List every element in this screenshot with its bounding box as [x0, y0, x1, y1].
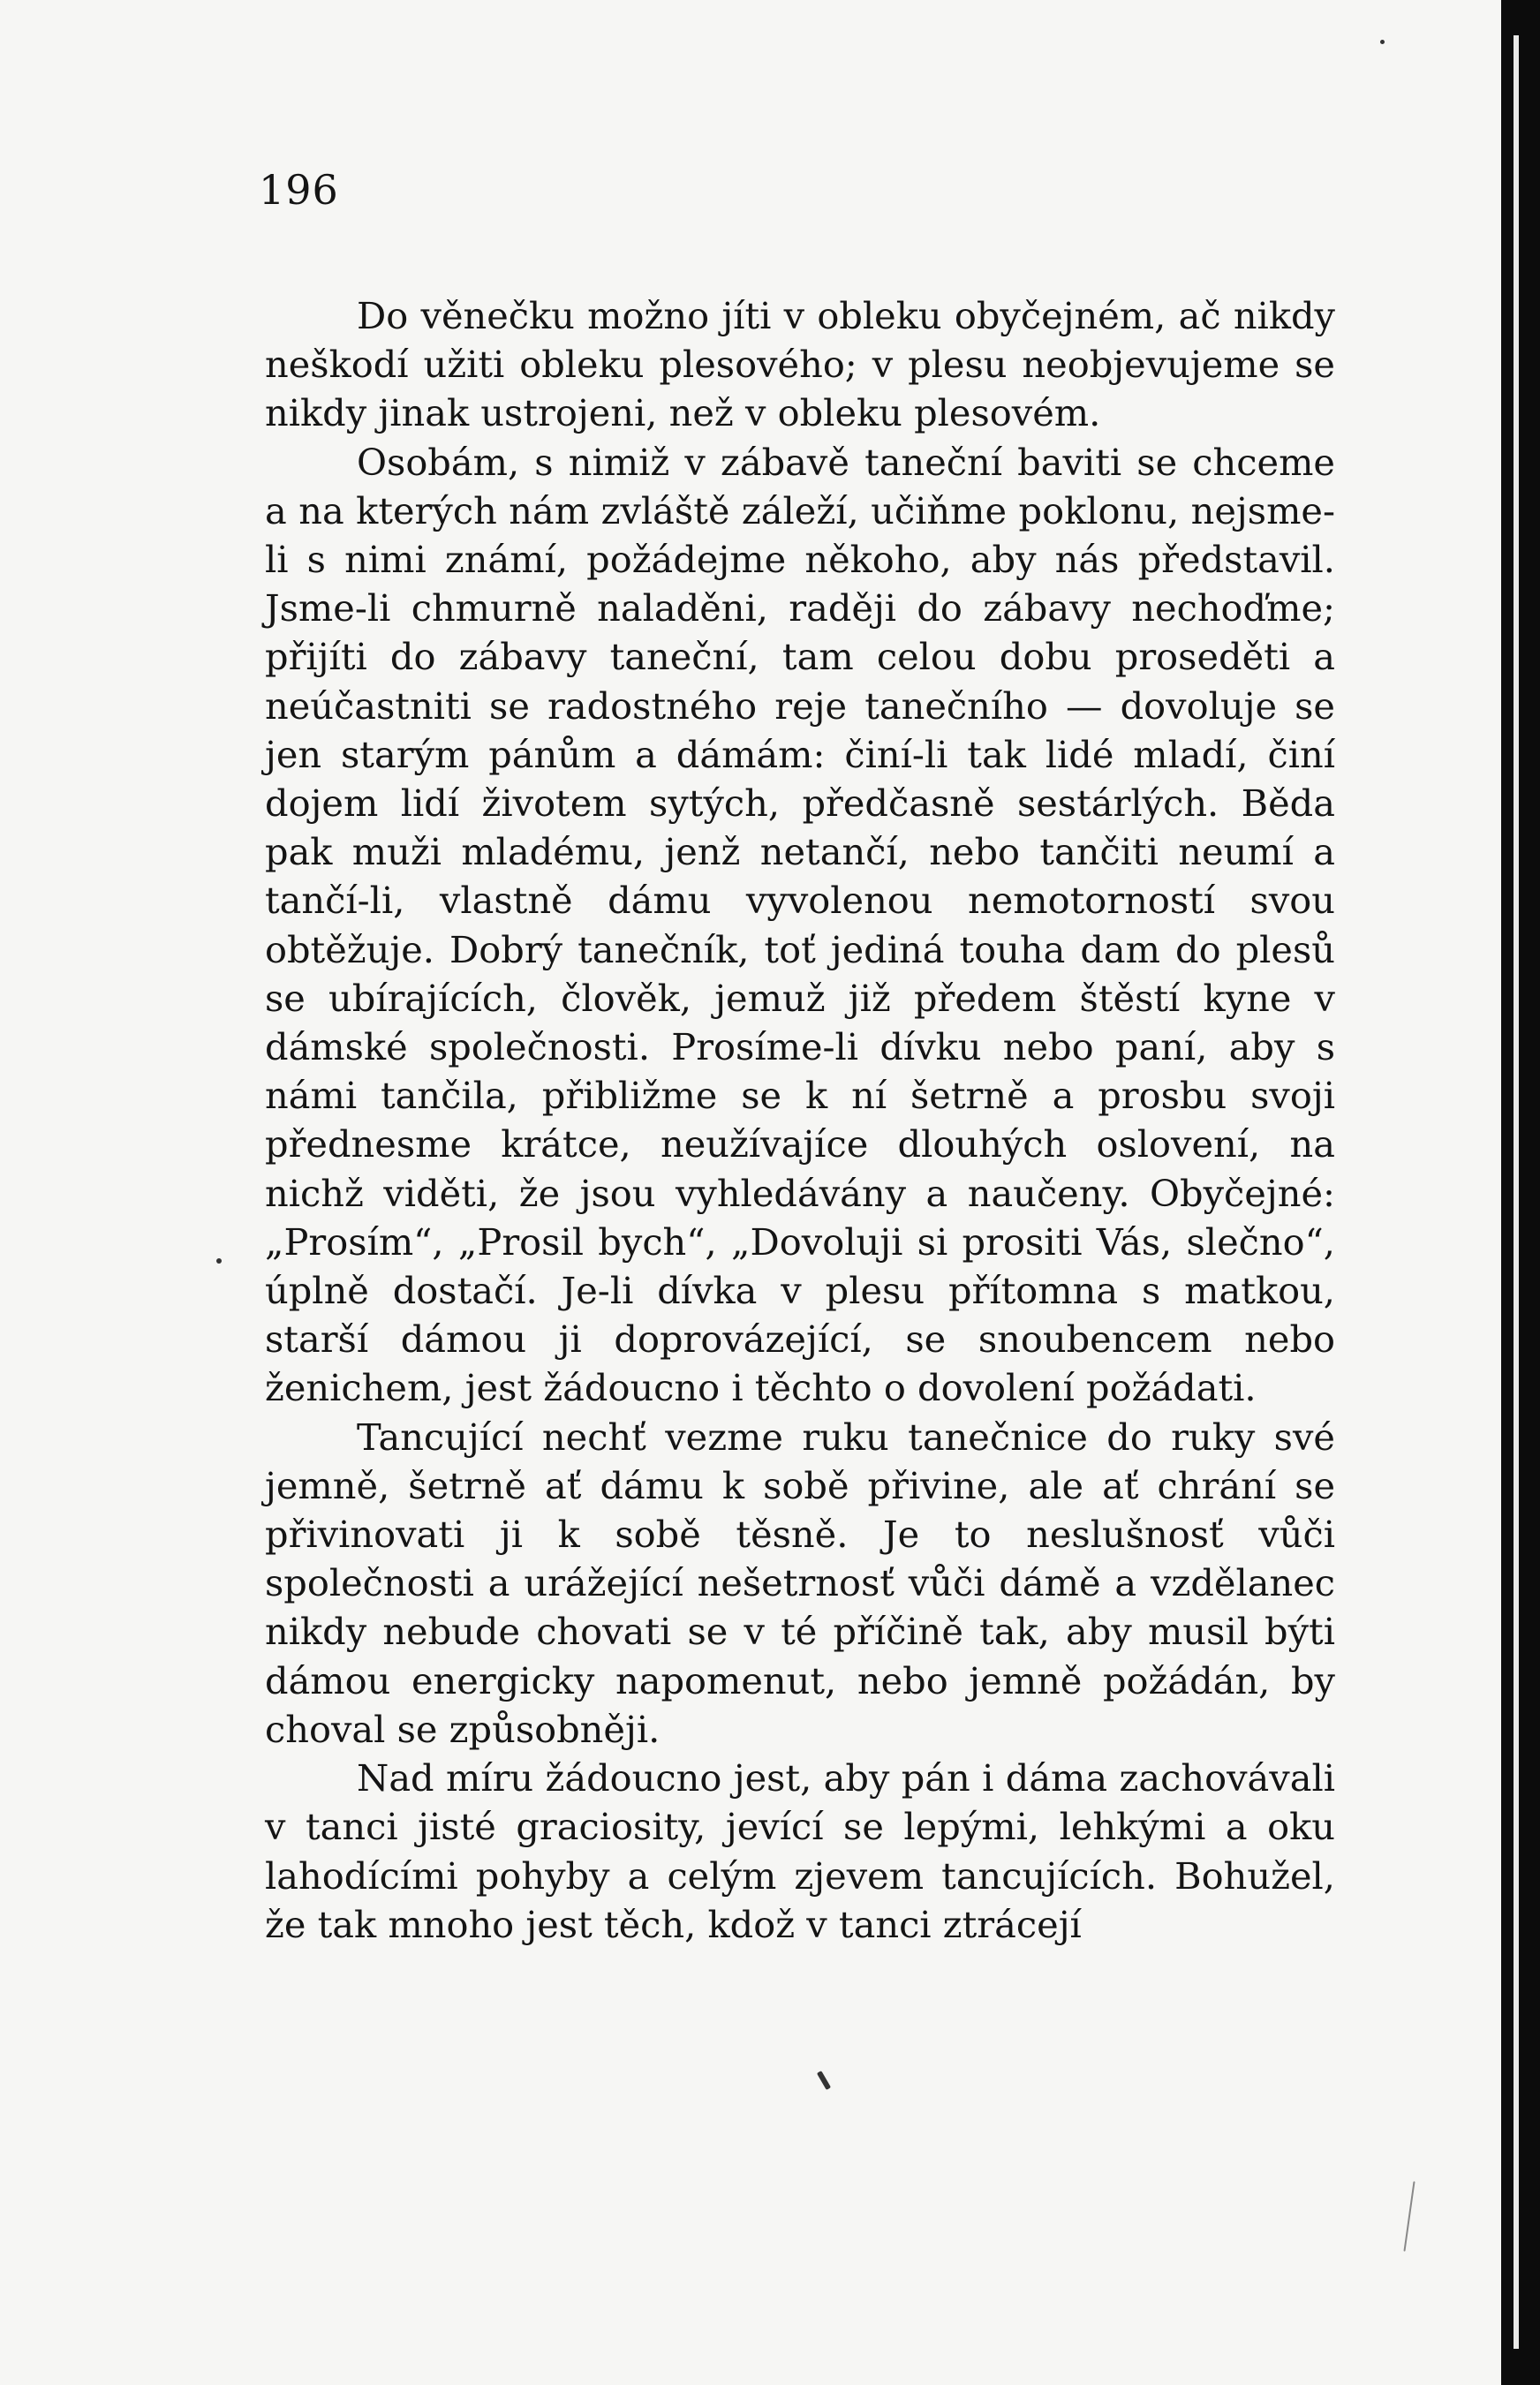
scan-border-strip — [1514, 35, 1519, 2349]
paragraph: Nad míru žádoucno jest, aby pán i dáma zachovávali v tanci jisté graciosity, jevící se lepými, lehkými a oku lahodícími pohyby a celým zjevem tancujících. Bohužel, že tak mnoho jest těch, kdož v tanci ztrácejí — [265, 1756, 1335, 1946]
page-number: 196 — [259, 166, 339, 214]
scan-border — [1501, 0, 1540, 2385]
scan-speck — [817, 2071, 831, 2090]
body-text — [265, 291, 1335, 1949]
paragraph: Do věnečku možno jíti v obleku obyčejném, ač nikdy neškodí užiti obleku plesového; v plesu neobjevujeme se nikdy jinak ustrojeni, než v obleku plesovém. — [265, 294, 1335, 435]
paragraph: Osobám, s nimiž v zábavě taneční baviti se chceme a na kterých nám zvláště záleží, učiňme poklonu, nejsme-li s nimi známí, požádejme někoho, aby nás představil. Jsme-li chmurně naladěni, raději do zábavy nechoďme; přijíti do zábavy taneční, tam celou dobu proseděti a neúčastniti se radostného reje tanečního — dovoluje se jen starým pánům a dámám: činí-li tak lidé mladí, činí dojem lidí životem sytých, předčasně sestárlých. Běda pak muži mladému, jenž netančí, nebo tančiti neumí a tančí-li, vlastně dámu vyvolenou nemotorností svou obtěžuje. Dobrý tanečník, toť jediná touha dam do plesů se ubírajících, člověk, jemuž již předem štěstí kyne v dámské společnosti. Prosíme-li dívku nebo paní, aby s námi tančila, přibližme se k ní šetrně a prosbu svoji přednesme krátce, neužívajíce dlouhých oslovení, na nichž viděti, že jsou vyhledávány a naučeny. Obyčejné: „Prosím“, „Prosil bych“, „Dovoluji si prositi Vás, slečno“, úplně dostačí. Je-li dívka v plesu přítomna s matkou, starší dámou ji doprovázející, se snoubencem nebo ženichem, jest žádoucno i těchto o dovolení požádati. — [265, 440, 1335, 1410]
scan-speck — [1403, 2181, 1415, 2252]
scan-speck — [1380, 40, 1385, 44]
paragraph: Tancující nechť vezme ruku tanečnice do ruky své jemně, šetrně ať dámu k sobě přivine, ale ať chrání se přivinovati ji k sobě těsně. Je to neslušnosť vůči společnosti a urážející nešetrnosť vůči dámě a vzdělanec nikdy nebude chovati se v té příčině tak, aby musil býti dámou energicky napomenut, nebo jemně požádán, by choval se způsobněji. — [265, 1415, 1335, 1751]
scan-speck — [216, 1258, 222, 1264]
